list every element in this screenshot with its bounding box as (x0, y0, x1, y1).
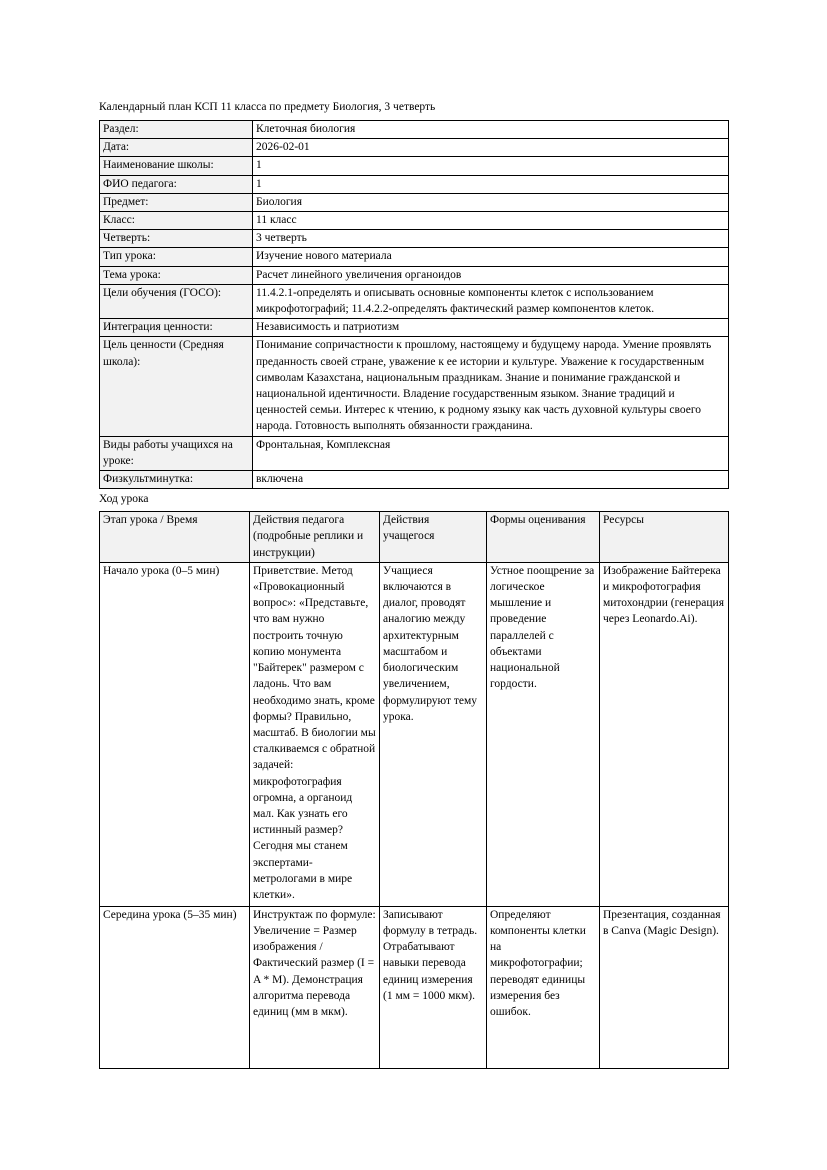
table-row (100, 906, 729, 1068)
cell-student-actions: Записывают формулу в тетрадь. Отрабатывают навыки перевода единиц измерения (1 мм = 1000 мкм). (380, 906, 487, 1068)
info-label: Цели обучения (ГОСО): (100, 284, 253, 318)
info-value: Биология (253, 193, 729, 211)
table-row (100, 193, 729, 211)
info-value: Понимание сопричастности к прошлому, настоящему и будущему народа. Умение проявлять преданность своей стране, уважение к ее истории и культуре. Уважение к государственным символам Казахстана, национальным праздникам. Знание и понимание гражданской и национальной идентичности. Владение государственным языком. Знание традиций и ценностей семьи. Интерес к чтению, к родному языку как часть духовной культуры своего народа. Готовность выполнять обязанности гражданина. (253, 337, 729, 436)
info-value: 11 класс (253, 212, 729, 230)
cell-resources: Презентация, созданная в Canva (Magic Design). (600, 906, 729, 1068)
info-label: Тема урока: (100, 266, 253, 284)
table-row (100, 562, 729, 906)
lesson-flow-table-body (100, 562, 729, 1068)
table-row (100, 319, 729, 337)
info-label: Цель ценности (Средняя школа): (100, 337, 253, 436)
info-label: Интеграция ценности: (100, 319, 253, 337)
cell-assessment-forms: Определяют компоненты клетки на микрофотографии; переводят единицы измерения без ошибок. (487, 906, 600, 1068)
cell-stage: Начало урока (0–5 мин) (100, 562, 250, 906)
info-label: Предмет: (100, 193, 253, 211)
table-row (100, 230, 729, 248)
info-value: 1 (253, 157, 729, 175)
info-value: 3 четверть (253, 230, 729, 248)
info-value: 1 (253, 175, 729, 193)
info-value: Фронтальная, Комплексная (253, 436, 729, 470)
cell-teacher-actions: Приветствие. Метод «Провокационный вопрос»: «Представьте, что вам нужно построить точную копию монумента "Байтерек" размером с ладонь. Что вам необходимо знать, кроме формы? Правильно, масштаб. В биологии мы сталкиваемся с обратной задачей: микрофотография огромна, а органоид мал. Как узнать его истинный размер? Сегодня мы станем экспертами-метрологами в мире клетки». (250, 562, 380, 906)
lesson-flow-table-head (100, 512, 729, 563)
info-label: Четверть: (100, 230, 253, 248)
info-label: Виды работы учащихся на уроке: (100, 436, 253, 470)
page-title: Календарный план КСП 11 класса по предмету Биология, 3 четверть (99, 101, 436, 113)
column-header-assessment-forms: Формы оценивания (487, 512, 600, 563)
info-value: Независимость и патриотизм (253, 319, 729, 337)
lesson-info-table-body (100, 121, 729, 489)
table-row (100, 266, 729, 284)
info-label: Раздел: (100, 121, 253, 139)
lesson-info-table (99, 120, 729, 489)
info-value: 11.4.2.1-определять и описывать основные компоненты клеток с использованием микрофотографий; 11.4.2.2-определять фактический размер компонентов клеток. (253, 284, 729, 318)
cell-stage: Середина урока (5–35 мин) (100, 906, 250, 1068)
table-row (100, 337, 729, 436)
info-value: Изучение нового материала (253, 248, 729, 266)
info-label: ФИО педагога: (100, 175, 253, 193)
table-row (100, 212, 729, 230)
document-page (99, 0, 728, 1069)
column-header-stage: Этап урока / Время (100, 512, 250, 563)
cell-teacher-actions: Инструктаж по формуле: Увеличение = Размер изображения / Фактический размер (I = A * M). Демонстрация алгоритма перевода единиц (мм в мкм). (250, 906, 380, 1068)
info-value: Расчет линейного увеличения органоидов (253, 266, 729, 284)
cell-assessment-forms: Устное поощрение за логическое мышление и проведение параллелей с объектами национальной гордости. (487, 562, 600, 906)
table-row (100, 139, 729, 157)
flow-section-label: Ход урока (99, 493, 149, 506)
table-row (100, 175, 729, 193)
table-row (100, 121, 729, 139)
column-header-student-actions: Действия учащегося (380, 512, 487, 563)
cell-resources: Изображение Байтерека и микрофотография митохондрии (генерация через Leonardo.Ai). (600, 562, 729, 906)
info-value: Клеточная биология (253, 121, 729, 139)
table-row (100, 284, 729, 318)
table-row (100, 248, 729, 266)
table-header-row (100, 512, 729, 563)
info-label: Класс: (100, 212, 253, 230)
info-value: включена (253, 471, 729, 489)
lesson-flow-table (99, 511, 729, 1069)
table-row (100, 157, 729, 175)
table-row (100, 471, 729, 489)
info-label: Тип урока: (100, 248, 253, 266)
info-label: Наименование школы: (100, 157, 253, 175)
cell-student-actions: Учащиеся включаются в диалог, проводят аналогию между архитектурным масштабом и биологическим увеличением, формулируют тему урока. (380, 562, 487, 906)
table-row (100, 436, 729, 470)
column-header-resources: Ресурсы (600, 512, 729, 563)
column-header-teacher-actions: Действия педагога (подробные реплики и инструкции) (250, 512, 380, 563)
info-label: Физкультминутка: (100, 471, 253, 489)
info-value: 2026-02-01 (253, 139, 729, 157)
info-label: Дата: (100, 139, 253, 157)
